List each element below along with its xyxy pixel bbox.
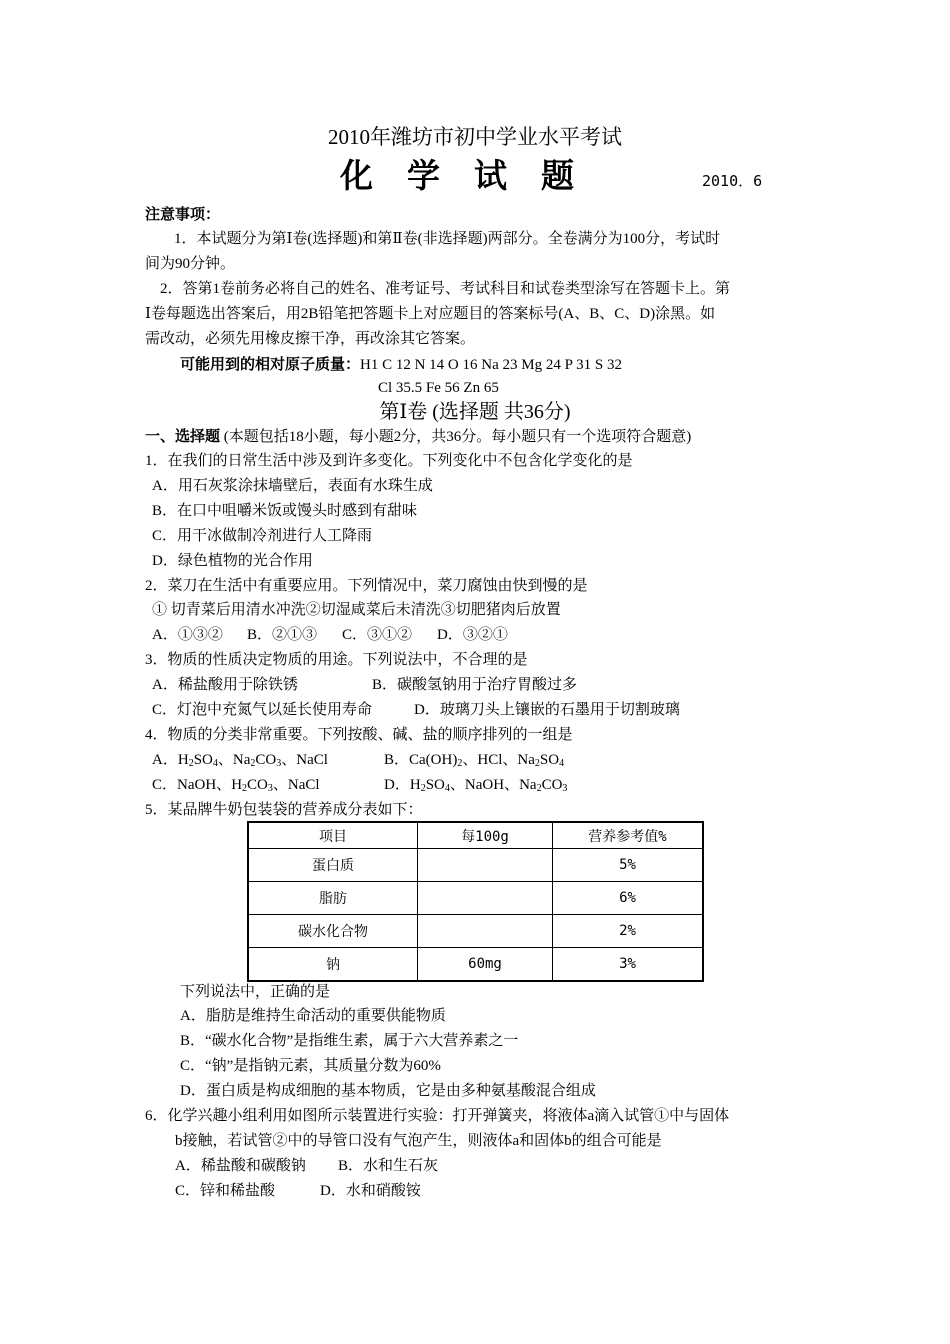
table-row (248, 849, 703, 882)
table-cell (418, 849, 553, 882)
table-cell: 6% (553, 882, 704, 915)
table-cell (418, 915, 553, 948)
table-header-cell: 项目 (248, 822, 418, 849)
q1-stem: 1．在我们的日常生活中涉及到许多变化。下列变化中不包含化学变化的是 (145, 453, 633, 469)
q1-option-d: D．绿色植物的光合作用 (152, 553, 313, 569)
table-row (248, 948, 703, 982)
q5-option-c: C．“钠”是指钠元素，其质量分数为60% (180, 1058, 441, 1074)
section-description: (本题包括18小题，每小题2分，共36分。每小题只有一个选项符合题意) (220, 429, 692, 445)
notice-item-1: 1．本试题分为第Ⅰ卷(选择题)和第Ⅱ卷(非选择题)两部分。全卷满分为100分，考试时 (174, 231, 721, 247)
q1-option-b: B．在口中咀嚼米饭或馒头时感到有甜味 (152, 503, 418, 519)
exam-date: 2010．6 (702, 172, 763, 190)
subject-title: 化学试题 (340, 156, 608, 195)
notice-item-2-cont: Ⅰ卷每题选出答案后，用2B铅笔把答题卡上对应题目的答案标号(A、B、C、D)涂黑。如 (145, 306, 716, 322)
table-cell: 60mg (418, 948, 553, 982)
q6-option-d: D．水和硝酸铵 (320, 1183, 421, 1199)
q3-stem: 3．物质的性质决定物质的用途。下列说法中，不合理的是 (145, 652, 528, 668)
atomic-mass-label: 可能用到的相对原子质量： (180, 355, 361, 373)
q6-option-a: A．稀盐酸和碳酸钠 (175, 1158, 306, 1174)
notice-item-2: 2．答第1卷前务必将自己的姓名、准考证号、考试科目和试卷类型涂写在答题卡上。第 (160, 281, 731, 297)
table-cell: 蛋白质 (248, 849, 418, 882)
q3-option-c: C．灯泡中充氮气以延长使用寿命 (152, 702, 373, 718)
q5-stem: 5．某品牌牛奶包装袋的营养成分表如下： (145, 802, 423, 818)
q5-option-d: D．蛋白质是构成细胞的基本物质，它是由多种氨基酸混合组成 (180, 1083, 596, 1099)
table-cell: 钠 (248, 948, 418, 982)
q6-option-b: B．水和生石灰 (338, 1158, 439, 1174)
atomic-mass-values: H1 C 12 N 14 O 16 Na 23 Mg 24 P 31 S 32 (360, 357, 622, 373)
q2-option-c: C．③①② (342, 627, 413, 643)
q4-stem: 4．物质的分类非常重要。下列按酸、碱、盐的顺序排列的一组是 (145, 727, 573, 743)
table-header-cell: 营养参考值% (553, 822, 704, 849)
table-row (248, 882, 703, 915)
notice-heading: 注意事项： (145, 205, 221, 223)
table-cell (418, 882, 553, 915)
q3-option-a: A．稀盐酸用于除铁锈 (152, 677, 298, 693)
q3-option-d: D．玻璃刀头上镶嵌的石墨用于切割玻璃 (414, 702, 680, 718)
table-cell: 5% (553, 849, 704, 882)
table-cell: 碳水化合物 (248, 915, 418, 948)
q5-prompt: 下列说法中，正确的是 (180, 984, 331, 1000)
section-heading (145, 426, 691, 447)
q4-option-a: A．$H_2SO_4$、$Na_2CO_3$、NaCl (152, 752, 328, 769)
q2-stem: 2．菜刀在生活中有重要应用。下列情况中，菜刀腐蚀由快到慢的是 (145, 578, 588, 594)
atomic-mass-values-2: Cl 35.5 Fe 56 Zn 65 (378, 380, 499, 396)
q4-option-c: C．NaOH、$H_2CO_3$、NaCl (152, 777, 320, 794)
table-cell: 3% (553, 948, 704, 982)
q2-cases: ① 切青菜后用清水冲洗②切湿咸菜后未清洗③切肥猪肉后放置 (152, 602, 561, 618)
q5-option-b: B．“碳水化合物”是指维生素，属于六大营养素之一 (180, 1033, 519, 1049)
section-label: 一、选择题 (145, 427, 221, 445)
nutrition-table (247, 821, 704, 982)
atomic-mass-line (180, 354, 622, 375)
table-row (248, 915, 703, 948)
table-header-cell: 每100g (418, 822, 553, 849)
table-cell: 2% (553, 915, 704, 948)
exam-title: 2010年潍坊市初中学业水平考试 (328, 125, 622, 149)
q6-stem-cont: b接触，若试管②中的导管口没有气泡产生，则液体a和固体b的组合可能是 (175, 1133, 662, 1149)
part-title: 第Ⅰ卷 (选择题 共36分) (379, 401, 571, 423)
q3-option-b: B．碳酸氢钠用于治疗胃酸过多 (372, 677, 578, 693)
q6-stem: 6．化学兴趣小组利用如图所示装置进行实验：打开弹簧夹，将液体a滴入试管①中与固体 (145, 1108, 730, 1124)
q2-option-a: A．①③② (152, 627, 223, 643)
q1-option-c: C．用干冰做制冷剂进行人工降雨 (152, 528, 373, 544)
notice-item-1-cont: 间为90分钟。 (145, 256, 236, 272)
q4-option-d: D．$H_2SO_4$、NaOH、$Na_2CO_3$ (384, 777, 568, 794)
q4-option-b: B．$Ca(OH)_2$、HCl、$Na_2SO_4$ (384, 752, 565, 769)
q1-option-a: A．用石灰浆涂抹墙壁后，表面有水珠生成 (152, 478, 433, 494)
q2-option-b: B．②①③ (247, 627, 318, 643)
notice-item-2-end: 需改动，必须先用橡皮擦干净，再改涂其它答案。 (145, 331, 476, 347)
q2-option-d: D．③②① (437, 627, 508, 643)
table-header-row (248, 822, 703, 849)
q6-option-c: C．锌和稀盐酸 (175, 1183, 276, 1199)
table-cell: 脂肪 (248, 882, 418, 915)
q5-option-a: A．脂肪是维持生命活动的重要供能物质 (180, 1008, 446, 1024)
